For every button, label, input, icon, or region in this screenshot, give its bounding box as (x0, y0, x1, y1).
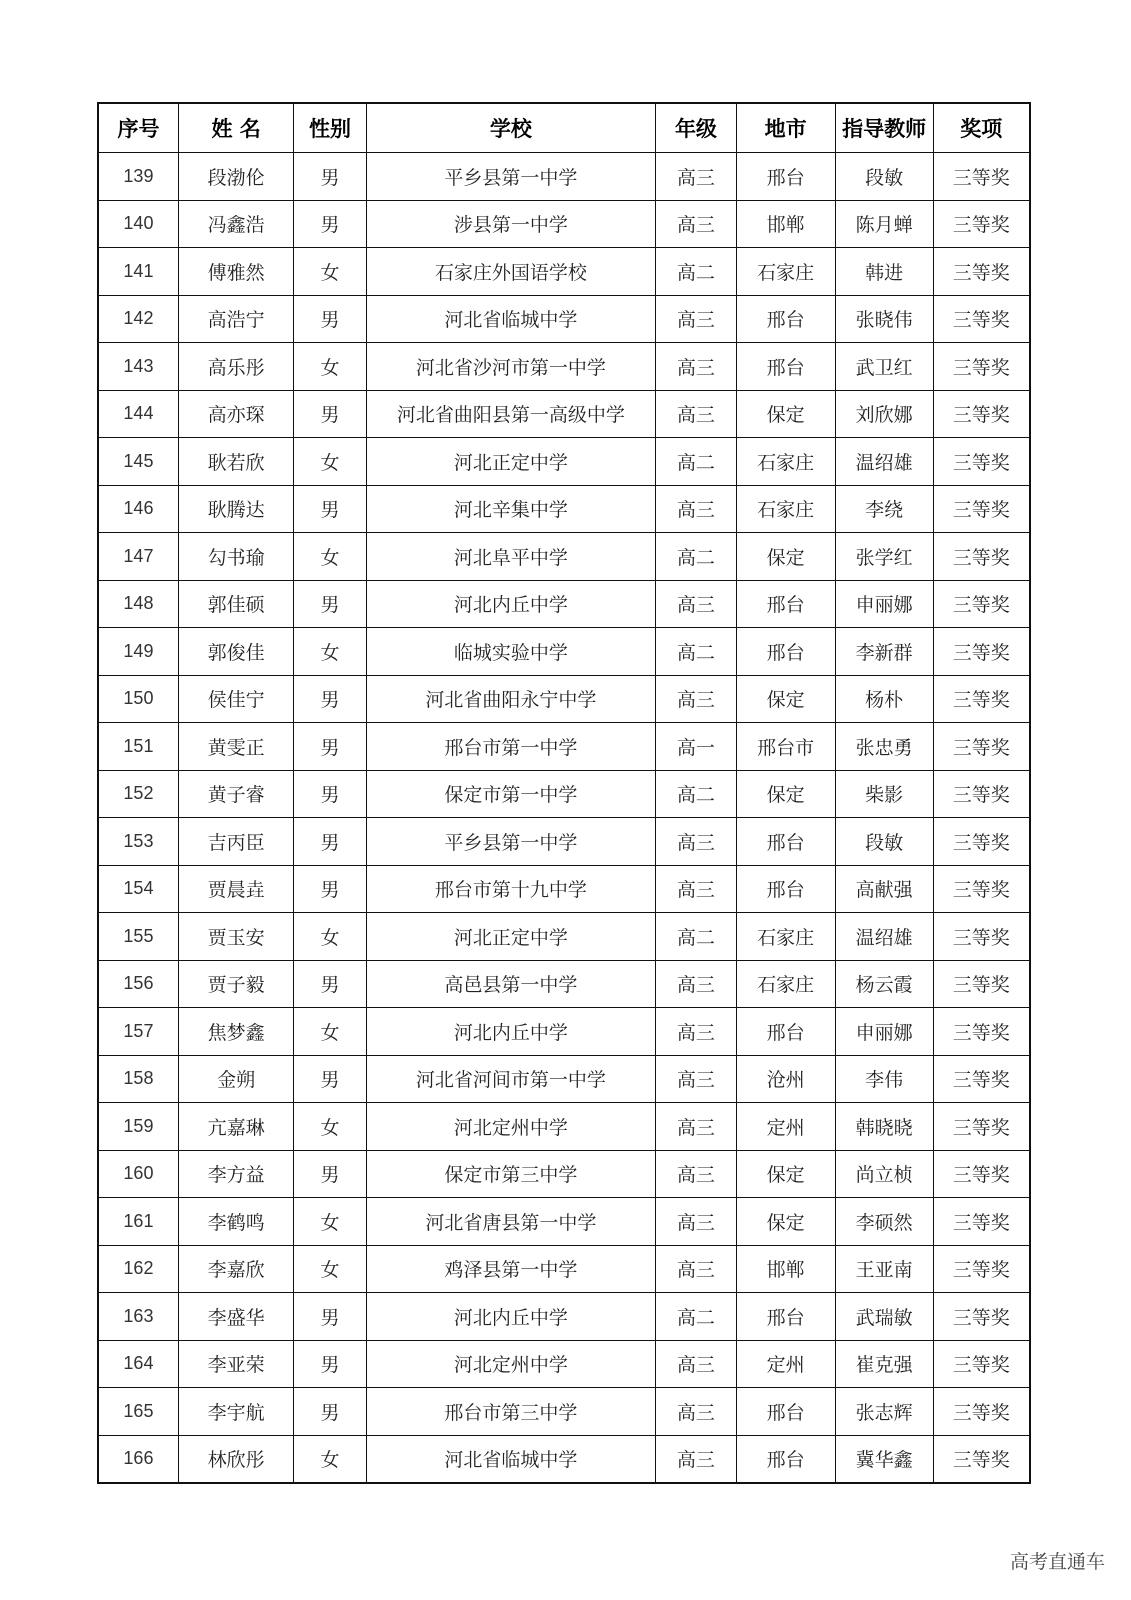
cell-name: 李盛华 (178, 1293, 293, 1341)
cell-gender: 男 (294, 960, 366, 1008)
cell-no: 143 (98, 343, 178, 391)
table-row (98, 723, 1030, 771)
cell-no: 163 (98, 1293, 178, 1341)
cell-award: 三等奖 (933, 1055, 1030, 1103)
cell-name: 冯鑫浩 (178, 200, 293, 248)
cell-school: 河北内丘中学 (366, 1008, 656, 1056)
cell-teacher: 李伟 (835, 1055, 933, 1103)
cell-school: 河北定州中学 (366, 1340, 656, 1388)
cell-city: 邢台 (736, 628, 835, 676)
cell-award: 三等奖 (933, 153, 1030, 201)
cell-teacher: 段敏 (835, 153, 933, 201)
cell-grade: 高三 (656, 1435, 736, 1483)
cell-city: 石家庄 (736, 485, 835, 533)
cell-teacher: 崔克强 (835, 1340, 933, 1388)
cell-no: 145 (98, 438, 178, 486)
cell-school: 保定市第一中学 (366, 770, 656, 818)
cell-grade: 高二 (656, 770, 736, 818)
table-row (98, 865, 1030, 913)
cell-name: 贾玉安 (178, 913, 293, 961)
cell-name: 吉丙臣 (178, 818, 293, 866)
cell-school: 河北内丘中学 (366, 1293, 656, 1341)
cell-school: 河北正定中学 (366, 438, 656, 486)
header-teacher: 指导教师 (835, 103, 933, 153)
cell-no: 166 (98, 1435, 178, 1483)
cell-grade: 高三 (656, 580, 736, 628)
cell-school: 河北省临城中学 (366, 295, 656, 343)
cell-award: 三等奖 (933, 913, 1030, 961)
cell-no: 153 (98, 818, 178, 866)
cell-name: 高亦琛 (178, 390, 293, 438)
cell-name: 亢嘉琳 (178, 1103, 293, 1151)
table-row (98, 675, 1030, 723)
cell-teacher: 武卫红 (835, 343, 933, 391)
cell-gender: 女 (294, 533, 366, 581)
cell-city: 保定 (736, 533, 835, 581)
table-row (98, 1388, 1030, 1436)
table-row (98, 1340, 1030, 1388)
cell-name: 贾晨垚 (178, 865, 293, 913)
cell-award: 三等奖 (933, 1245, 1030, 1293)
table-row (98, 153, 1030, 201)
header-grade: 年级 (656, 103, 736, 153)
cell-grade: 高三 (656, 343, 736, 391)
cell-no: 161 (98, 1198, 178, 1246)
cell-city: 石家庄 (736, 248, 835, 296)
cell-award: 三等奖 (933, 248, 1030, 296)
cell-grade: 高一 (656, 723, 736, 771)
cell-grade: 高三 (656, 390, 736, 438)
cell-city: 保定 (736, 390, 835, 438)
cell-name: 段渤伦 (178, 153, 293, 201)
cell-award: 三等奖 (933, 818, 1030, 866)
cell-no: 165 (98, 1388, 178, 1436)
cell-school: 高邑县第一中学 (366, 960, 656, 1008)
cell-school: 保定市第三中学 (366, 1150, 656, 1198)
cell-award: 三等奖 (933, 580, 1030, 628)
cell-name: 焦梦鑫 (178, 1008, 293, 1056)
cell-gender: 女 (294, 1103, 366, 1151)
header-gender: 性别 (294, 103, 366, 153)
cell-city: 邢台 (736, 1435, 835, 1483)
table-row (98, 770, 1030, 818)
table-row (98, 343, 1030, 391)
cell-award: 三等奖 (933, 1293, 1030, 1341)
table-row (98, 1198, 1030, 1246)
cell-city: 石家庄 (736, 438, 835, 486)
cell-gender: 男 (294, 295, 366, 343)
cell-award: 三等奖 (933, 438, 1030, 486)
cell-teacher: 张学红 (835, 533, 933, 581)
table-row (98, 1150, 1030, 1198)
watermark-text: 高考直通车 (1009, 1551, 1105, 1573)
table-row (98, 390, 1030, 438)
cell-name: 郭佳硕 (178, 580, 293, 628)
cell-award: 三等奖 (933, 865, 1030, 913)
cell-name: 金朔 (178, 1055, 293, 1103)
cell-grade: 高三 (656, 295, 736, 343)
cell-teacher: 温绍雄 (835, 913, 933, 961)
cell-gender: 女 (294, 438, 366, 486)
cell-no: 162 (98, 1245, 178, 1293)
cell-teacher: 武瑞敏 (835, 1293, 933, 1341)
cell-city: 邢台 (736, 580, 835, 628)
cell-no: 139 (98, 153, 178, 201)
cell-school: 河北省沙河市第一中学 (366, 343, 656, 391)
cell-no: 154 (98, 865, 178, 913)
cell-city: 邢台 (736, 153, 835, 201)
cell-no: 148 (98, 580, 178, 628)
cell-gender: 女 (294, 628, 366, 676)
cell-grade: 高二 (656, 1293, 736, 1341)
cell-city: 定州 (736, 1103, 835, 1151)
cell-school: 石家庄外国语学校 (366, 248, 656, 296)
cell-name: 贾子毅 (178, 960, 293, 1008)
cell-city: 邢台 (736, 1008, 835, 1056)
cell-city: 保定 (736, 770, 835, 818)
cell-name: 林欣彤 (178, 1435, 293, 1483)
cell-grade: 高三 (656, 1340, 736, 1388)
cell-city: 邢台市 (736, 723, 835, 771)
cell-gender: 男 (294, 723, 366, 771)
table-row (98, 1103, 1030, 1151)
cell-no: 156 (98, 960, 178, 1008)
table-row (98, 818, 1030, 866)
cell-name: 勾书瑜 (178, 533, 293, 581)
cell-no: 141 (98, 248, 178, 296)
cell-gender: 女 (294, 1008, 366, 1056)
cell-award: 三等奖 (933, 1103, 1030, 1151)
cell-grade: 高三 (656, 1388, 736, 1436)
cell-grade: 高三 (656, 1008, 736, 1056)
cell-school: 邢台市第三中学 (366, 1388, 656, 1436)
cell-award: 三等奖 (933, 1198, 1030, 1246)
cell-no: 149 (98, 628, 178, 676)
cell-gender: 男 (294, 200, 366, 248)
cell-grade: 高三 (656, 1055, 736, 1103)
cell-grade: 高三 (656, 1103, 736, 1151)
cell-city: 邯郸 (736, 1245, 835, 1293)
cell-name: 李嘉欣 (178, 1245, 293, 1293)
cell-school: 河北省临城中学 (366, 1435, 656, 1483)
cell-city: 邢台 (736, 1388, 835, 1436)
cell-school: 河北正定中学 (366, 913, 656, 961)
cell-gender: 男 (294, 1340, 366, 1388)
cell-school: 平乡县第一中学 (366, 153, 656, 201)
cell-grade: 高三 (656, 485, 736, 533)
table-row (98, 200, 1030, 248)
table-row (98, 438, 1030, 486)
cell-grade: 高三 (656, 1198, 736, 1246)
cell-grade: 高三 (656, 153, 736, 201)
cell-teacher: 李新群 (835, 628, 933, 676)
cell-city: 邢台 (736, 1293, 835, 1341)
cell-school: 河北辛集中学 (366, 485, 656, 533)
cell-city: 邢台 (736, 295, 835, 343)
cell-school: 鸡泽县第一中学 (366, 1245, 656, 1293)
cell-city: 邯郸 (736, 200, 835, 248)
cell-grade: 高二 (656, 438, 736, 486)
cell-teacher: 刘欣娜 (835, 390, 933, 438)
cell-school: 河北省唐县第一中学 (366, 1198, 656, 1246)
cell-teacher: 冀华鑫 (835, 1435, 933, 1483)
cell-gender: 女 (294, 1198, 366, 1246)
cell-teacher: 杨云霞 (835, 960, 933, 1008)
cell-grade: 高二 (656, 533, 736, 581)
cell-city: 石家庄 (736, 913, 835, 961)
table-body (98, 153, 1030, 1484)
cell-teacher: 张忠勇 (835, 723, 933, 771)
cell-school: 河北阜平中学 (366, 533, 656, 581)
cell-school: 河北省曲阳县第一高级中学 (366, 390, 656, 438)
table-row (98, 960, 1030, 1008)
cell-award: 三等奖 (933, 960, 1030, 1008)
table-row (98, 533, 1030, 581)
cell-name: 高乐彤 (178, 343, 293, 391)
table-row (98, 485, 1030, 533)
cell-gender: 男 (294, 153, 366, 201)
cell-city: 沧州 (736, 1055, 835, 1103)
cell-city: 邢台 (736, 818, 835, 866)
cell-award: 三等奖 (933, 723, 1030, 771)
cell-name: 李宇航 (178, 1388, 293, 1436)
cell-gender: 女 (294, 248, 366, 296)
cell-no: 144 (98, 390, 178, 438)
header-no: 序号 (98, 103, 178, 153)
cell-grade: 高三 (656, 960, 736, 1008)
cell-gender: 男 (294, 818, 366, 866)
cell-teacher: 段敏 (835, 818, 933, 866)
cell-no: 159 (98, 1103, 178, 1151)
cell-gender: 女 (294, 343, 366, 391)
cell-award: 三等奖 (933, 200, 1030, 248)
table-row (98, 1435, 1030, 1483)
cell-teacher: 高献强 (835, 865, 933, 913)
header-name: 姓 名 (178, 103, 293, 153)
cell-award: 三等奖 (933, 295, 1030, 343)
header-row (98, 103, 1030, 153)
cell-school: 邢台市第十九中学 (366, 865, 656, 913)
cell-grade: 高三 (656, 818, 736, 866)
table-row (98, 248, 1030, 296)
cell-teacher: 王亚南 (835, 1245, 933, 1293)
cell-grade: 高三 (656, 1150, 736, 1198)
header-award: 奖项 (933, 103, 1030, 153)
table-row (98, 628, 1030, 676)
cell-no: 152 (98, 770, 178, 818)
cell-gender: 女 (294, 1245, 366, 1293)
cell-school: 河北内丘中学 (366, 580, 656, 628)
table-row (98, 580, 1030, 628)
cell-teacher: 韩晓晓 (835, 1103, 933, 1151)
cell-grade: 高二 (656, 248, 736, 296)
cell-gender: 男 (294, 675, 366, 723)
cell-grade: 高二 (656, 628, 736, 676)
table-header (98, 103, 1030, 153)
table-row (98, 913, 1030, 961)
cell-city: 保定 (736, 1198, 835, 1246)
table-row (98, 1055, 1030, 1103)
cell-no: 146 (98, 485, 178, 533)
cell-school: 涉县第一中学 (366, 200, 656, 248)
cell-no: 164 (98, 1340, 178, 1388)
cell-teacher: 韩进 (835, 248, 933, 296)
cell-city: 石家庄 (736, 960, 835, 1008)
cell-award: 三等奖 (933, 1340, 1030, 1388)
cell-school: 邢台市第一中学 (366, 723, 656, 771)
cell-grade: 高三 (656, 865, 736, 913)
cell-grade: 高三 (656, 675, 736, 723)
cell-name: 黄雯正 (178, 723, 293, 771)
header-city: 地市 (736, 103, 835, 153)
cell-name: 李鹤鸣 (178, 1198, 293, 1246)
cell-no: 151 (98, 723, 178, 771)
cell-gender: 男 (294, 1150, 366, 1198)
cell-city: 邢台 (736, 865, 835, 913)
cell-name: 李亚荣 (178, 1340, 293, 1388)
cell-no: 158 (98, 1055, 178, 1103)
cell-teacher: 张志辉 (835, 1388, 933, 1436)
cell-school: 临城实验中学 (366, 628, 656, 676)
cell-no: 157 (98, 1008, 178, 1056)
cell-award: 三等奖 (933, 628, 1030, 676)
cell-gender: 男 (294, 1388, 366, 1436)
cell-no: 160 (98, 1150, 178, 1198)
header-school: 学校 (366, 103, 656, 153)
cell-teacher: 杨朴 (835, 675, 933, 723)
cell-teacher: 柴影 (835, 770, 933, 818)
cell-gender: 男 (294, 580, 366, 628)
cell-city: 保定 (736, 675, 835, 723)
cell-name: 侯佳宁 (178, 675, 293, 723)
cell-grade: 高三 (656, 1245, 736, 1293)
table-row (98, 1293, 1030, 1341)
cell-teacher: 张晓伟 (835, 295, 933, 343)
cell-no: 140 (98, 200, 178, 248)
table-row (98, 1008, 1030, 1056)
cell-award: 三等奖 (933, 485, 1030, 533)
table-row (98, 295, 1030, 343)
cell-name: 郭俊佳 (178, 628, 293, 676)
cell-teacher: 李硕然 (835, 1198, 933, 1246)
cell-teacher: 申丽娜 (835, 580, 933, 628)
cell-gender: 女 (294, 1435, 366, 1483)
cell-name: 黄子睿 (178, 770, 293, 818)
cell-school: 平乡县第一中学 (366, 818, 656, 866)
cell-teacher: 申丽娜 (835, 1008, 933, 1056)
cell-name: 傅雅然 (178, 248, 293, 296)
cell-gender: 男 (294, 1293, 366, 1341)
cell-award: 三等奖 (933, 533, 1030, 581)
cell-no: 155 (98, 913, 178, 961)
cell-school: 河北省曲阳永宁中学 (366, 675, 656, 723)
cell-gender: 男 (294, 390, 366, 438)
cell-gender: 女 (294, 913, 366, 961)
cell-teacher: 李绕 (835, 485, 933, 533)
cell-grade: 高三 (656, 200, 736, 248)
cell-award: 三等奖 (933, 1435, 1030, 1483)
award-table (97, 102, 1031, 1484)
cell-award: 三等奖 (933, 1388, 1030, 1436)
cell-award: 三等奖 (933, 770, 1030, 818)
cell-city: 保定 (736, 1150, 835, 1198)
cell-no: 150 (98, 675, 178, 723)
cell-award: 三等奖 (933, 343, 1030, 391)
cell-award: 三等奖 (933, 1150, 1030, 1198)
cell-name: 高浩宁 (178, 295, 293, 343)
cell-teacher: 尚立桢 (835, 1150, 933, 1198)
cell-gender: 男 (294, 485, 366, 533)
cell-teacher: 陈月蝉 (835, 200, 933, 248)
cell-name: 耿若欣 (178, 438, 293, 486)
cell-no: 142 (98, 295, 178, 343)
cell-no: 147 (98, 533, 178, 581)
cell-name: 李方益 (178, 1150, 293, 1198)
cell-grade: 高二 (656, 913, 736, 961)
cell-school: 河北定州中学 (366, 1103, 656, 1151)
table-row (98, 1245, 1030, 1293)
cell-gender: 男 (294, 865, 366, 913)
cell-school: 河北省河间市第一中学 (366, 1055, 656, 1103)
cell-teacher: 温绍雄 (835, 438, 933, 486)
cell-city: 邢台 (736, 343, 835, 391)
cell-gender: 男 (294, 770, 366, 818)
cell-name: 耿腾达 (178, 485, 293, 533)
cell-award: 三等奖 (933, 1008, 1030, 1056)
cell-city: 定州 (736, 1340, 835, 1388)
cell-gender: 男 (294, 1055, 366, 1103)
cell-award: 三等奖 (933, 390, 1030, 438)
cell-award: 三等奖 (933, 675, 1030, 723)
